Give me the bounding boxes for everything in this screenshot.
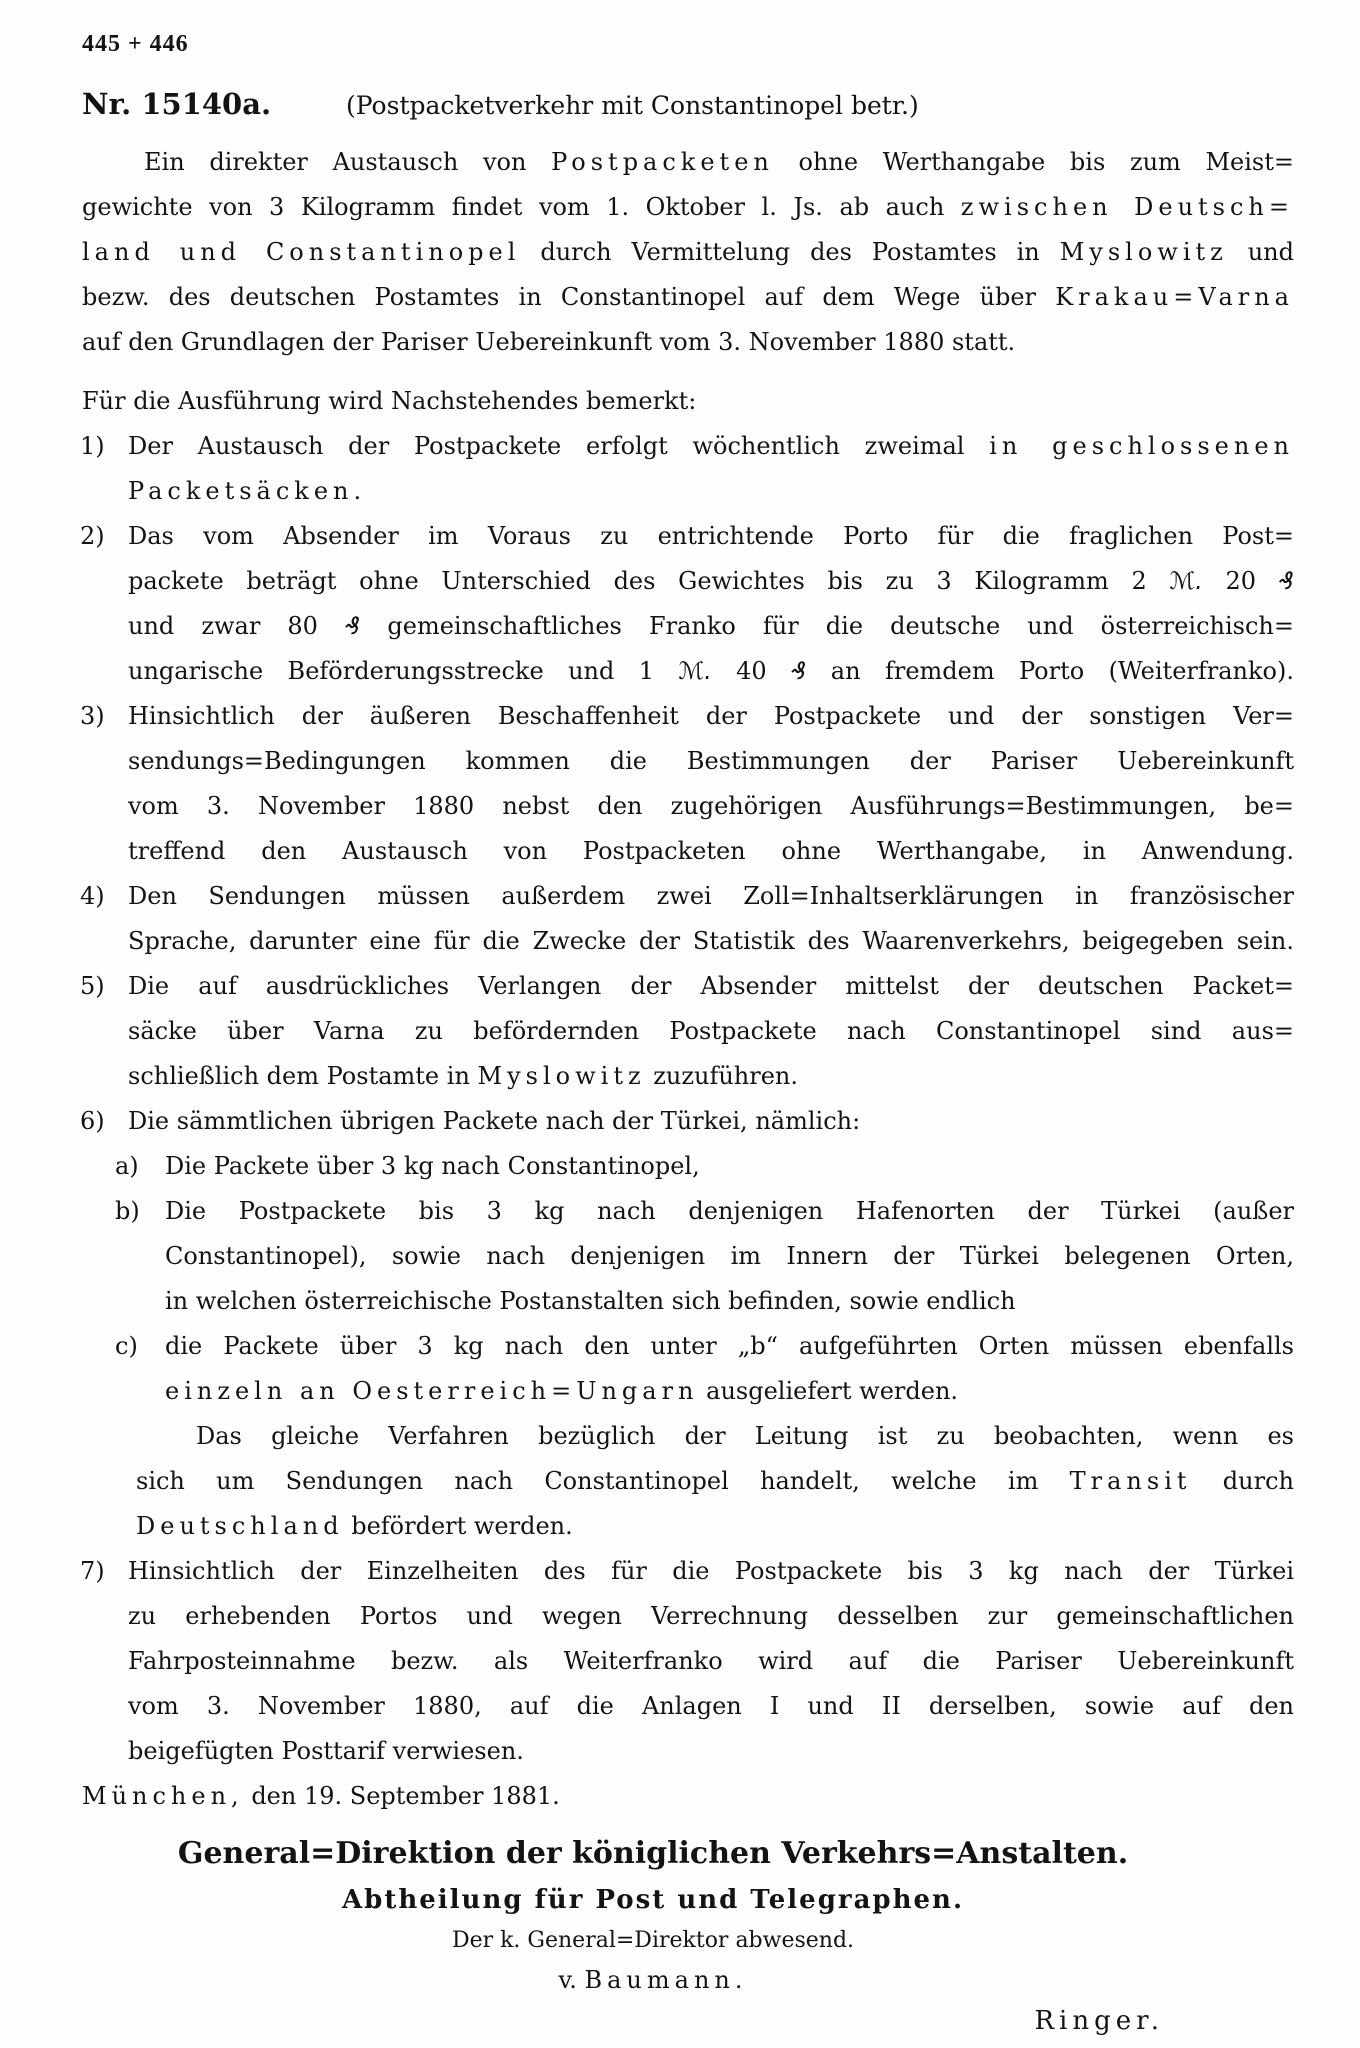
text-segment: Den Sendungen müssen außerdem zwei Zoll=Inhaltserklärungen in französischer: [128, 882, 1294, 910]
text-segment: Die Packete über 3 kg nach Constantinopel,: [165, 1152, 700, 1180]
note-line: [82, 379, 1294, 424]
text-segment: Deutschland: [136, 1512, 344, 1540]
text-segment: 20: [1202, 567, 1279, 595]
text-segment: an fremdem Porto (Weiterfranko).: [806, 657, 1294, 685]
text-segment: Das vom Absender im Voraus zu entrichtende Porto für die fraglichen Post=: [128, 522, 1294, 550]
text-line: [136, 1459, 1294, 1504]
text-line: [128, 1594, 1294, 1639]
text-line: [128, 1009, 1294, 1054]
text-line: [165, 1144, 1294, 1189]
text-segment: zuzuführen.: [645, 1062, 799, 1090]
signature-deputy-note: Der k. General=Direktor abwesend.: [451, 1928, 855, 1953]
text-line: [128, 784, 1294, 829]
text-segment: sich um Sendungen nach Constantinopel handelt, welche im: [136, 1467, 1070, 1495]
text-segment: Krakau=Varna: [1055, 283, 1294, 311]
text-line: [128, 604, 1294, 649]
text-segment: vom 3. November 1880 nebst den zugehörigen Ausführungs=Bestimmungen, be=: [128, 792, 1294, 820]
text-line: [136, 1504, 1294, 1549]
item-4: [82, 874, 1294, 964]
text-line: [82, 320, 1294, 365]
text-segment: und: [1227, 238, 1295, 266]
text-line: [128, 1729, 1294, 1774]
text-segment: Ringer.: [1034, 2006, 1164, 2036]
text-segment: München,: [82, 1782, 244, 1810]
text-line: [165, 1234, 1294, 1279]
text-line: [82, 140, 1294, 185]
text-segment: säcke über Varna zu befördernden Postpackete nach Constantinopel sind aus=: [128, 1017, 1294, 1045]
text-segment: Hinsichtlich der äußeren Beschaffenheit der Postpackete und der sonstigen Ver=: [128, 702, 1294, 730]
text-segment: den 19. September 1881.: [243, 1782, 560, 1810]
text-segment: zwischen Deutsch=: [960, 193, 1294, 221]
text-segment: durch: [1191, 1467, 1294, 1495]
item-number: 2): [80, 522, 105, 550]
subitem-c: [115, 1324, 1294, 1414]
item-6: [82, 1099, 1294, 1549]
text-segment: Transit: [1069, 1467, 1192, 1495]
text-line: [165, 1369, 1294, 1414]
item-7: [82, 1549, 1294, 1774]
text-segment: bezw. des deutschen Postamtes in Constantinopel auf dem Wege über: [82, 283, 1056, 311]
text-segment: Das gleiche Verfahren bezüglich der Leitung ist zu beobachten, wenn es: [196, 1422, 1294, 1450]
text-segment: Die sämmtlichen übrigen Packete nach der Türkei, nämlich:: [128, 1107, 861, 1135]
signature-countersign: [82, 1999, 1224, 2043]
doc-subject: (Postpacketverkehr mit Constantinopel betr.): [346, 91, 919, 120]
text-segment: ₰: [791, 657, 807, 685]
text-line: [165, 1279, 1294, 1324]
text-segment: Myslowitz: [477, 1062, 646, 1090]
text-segment: Myslowitz: [1059, 238, 1228, 266]
text-segment: zu erhebenden Portos und wegen Verrechnung desselben zur gemeinschaftlichen: [128, 1602, 1294, 1630]
text-line: [128, 424, 1294, 469]
text-segment: und zwar 80: [128, 612, 346, 640]
text-segment: schließlich dem Postamte in: [128, 1062, 478, 1090]
text-segment: ℳ.: [1169, 567, 1203, 595]
text-segment: Ein direkter Austausch von: [144, 148, 552, 176]
text-segment: ungarische Beförderungsstrecke und 1: [128, 657, 679, 685]
text-segment: die Packete über 3 kg nach den unter „b“ aufgeführten Orten müssen ebenfalls: [165, 1332, 1294, 1360]
text-segment: Fahrposteinnahme bezw. als Weiterfranko wird auf die Pariser Uebereinkunft: [128, 1647, 1294, 1675]
page-number: 445 + 446: [82, 31, 189, 57]
text-segment: einzeln an Oesterreich=Ungarn: [165, 1377, 699, 1405]
subitem-label: b): [115, 1197, 140, 1225]
text-line: [128, 829, 1294, 874]
text-segment: in welchen österreichische Postanstalten sich befinden, sowie endlich: [165, 1287, 1016, 1315]
text-segment: auf den Grundlagen der Pariser Uebereinkunft vom 3. November 1880 statt.: [82, 328, 1016, 356]
text-segment: gemeinschaftliches Franko für die deutsche und österreichisch=: [360, 612, 1294, 640]
signature-name: [82, 1961, 1224, 1999]
text-line: [165, 1189, 1294, 1234]
text-segment: befördert werden.: [343, 1512, 573, 1540]
text-line: [136, 1414, 1294, 1459]
continuation-paragraph: [136, 1414, 1294, 1549]
text-line: [82, 275, 1294, 320]
doc-header: [82, 82, 1294, 128]
item-number: 5): [80, 972, 105, 1000]
text-segment: ℳ.: [678, 657, 712, 685]
item-number: 7): [80, 1557, 105, 1585]
text-segment: Baumann.: [584, 1966, 748, 1994]
subitem-label: c): [115, 1332, 138, 1360]
text-segment: packete beträgt ohne Unterschied des Gewichtes bis zu 3 Kilogramm 2: [128, 567, 1170, 595]
item-5: [82, 964, 1294, 1099]
item-number: 4): [80, 882, 105, 910]
subitem-a: [115, 1144, 1294, 1189]
text-segment: Die auf ausdrückliches Verlangen der Absender mittelst der deutschen Packet=: [128, 972, 1294, 1000]
text-line: [128, 649, 1294, 694]
item-number: 3): [80, 702, 105, 730]
item-number: 1): [80, 432, 105, 460]
text-line: [128, 469, 1294, 514]
text-segment: Packetsäcken.: [128, 477, 367, 505]
text-segment: Der Austausch der Postpackete erfolgt wöchentlich zweimal: [128, 432, 990, 460]
text-segment: Hinsichtlich der Einzelheiten des für die Postpackete bis 3 kg nach der Türkei: [128, 1557, 1294, 1585]
text-line: [128, 1549, 1294, 1594]
doc-number: Nr. 15140a.: [82, 87, 272, 121]
text-line: [128, 1099, 1294, 1144]
text-line: [128, 514, 1294, 559]
text-segment: ohne Werthangabe bis zum Meist=: [773, 148, 1294, 176]
subitem-b: [115, 1189, 1294, 1324]
intro-paragraph: [82, 140, 1294, 365]
text-segment: Sprache, darunter eine für die Zwecke der Statistik des Waarenverkehrs, beigegeben sein.: [128, 927, 1294, 955]
signature-org: General=Direktion der königlichen Verkehrs=Anstalten.: [177, 1836, 1129, 1871]
text-line: [165, 1324, 1294, 1369]
text-segment: land und Constantinopel: [82, 238, 521, 266]
date-line: [82, 1774, 1294, 1819]
text-line: [82, 185, 1294, 230]
text-segment: ausgeliefert werden.: [698, 1377, 959, 1405]
text-segment: sendungs=Bedingungen kommen die Bestimmungen der Pariser Uebereinkunft: [128, 747, 1294, 775]
item-1: [82, 424, 1294, 514]
text-line: [128, 964, 1294, 1009]
text-line: [128, 1684, 1294, 1729]
text-segment: beigefügten Posttarif verwiesen.: [128, 1737, 524, 1765]
item-number: 6): [80, 1107, 105, 1135]
text-segment: vom 3. November 1880, auf die Anlagen I und II derselben, sowie auf den: [128, 1692, 1294, 1720]
text-segment: durch Vermittelung des Postamtes in: [520, 238, 1060, 266]
text-segment: gewichte von 3 Kilogramm findet vom 1. Oktober l. Js. ab auch: [82, 193, 961, 221]
text-line: [128, 694, 1294, 739]
text-line: [128, 739, 1294, 784]
text-line: [128, 1639, 1294, 1684]
subitem-label: a): [115, 1152, 139, 1180]
text-segment: Für die Ausführung wird Nachstehendes bemerkt:: [82, 387, 697, 415]
item-2: [82, 514, 1294, 694]
text-segment: treffend den Austausch von Postpacketen ohne Werthangabe, in Anwendung.: [128, 837, 1294, 865]
text-segment: Die Postpackete bis 3 kg nach denjenigen Hafenorten der Türkei (außer: [165, 1197, 1294, 1225]
text-segment: ₰: [345, 612, 361, 640]
text-line: [128, 559, 1294, 604]
text-line: [128, 1054, 1294, 1099]
text-segment: 40: [711, 657, 792, 685]
text-segment: ₰: [1278, 567, 1295, 595]
text-line: [82, 230, 1294, 275]
text-segment: Postpacketen: [551, 148, 774, 176]
item-3: [82, 694, 1294, 874]
signature-block: [82, 1829, 1294, 2043]
text-segment: Constantinopel), sowie nach denjenigen im Innern der Türkei belegenen Orten,: [165, 1242, 1294, 1270]
text-segment: in geschlossenen: [989, 432, 1295, 460]
text-line: [128, 919, 1294, 964]
signature-dept: Abtheilung für Post und Telegraphen.: [342, 1885, 964, 1915]
text-segment: v.: [558, 1966, 585, 1994]
text-line: [128, 874, 1294, 919]
